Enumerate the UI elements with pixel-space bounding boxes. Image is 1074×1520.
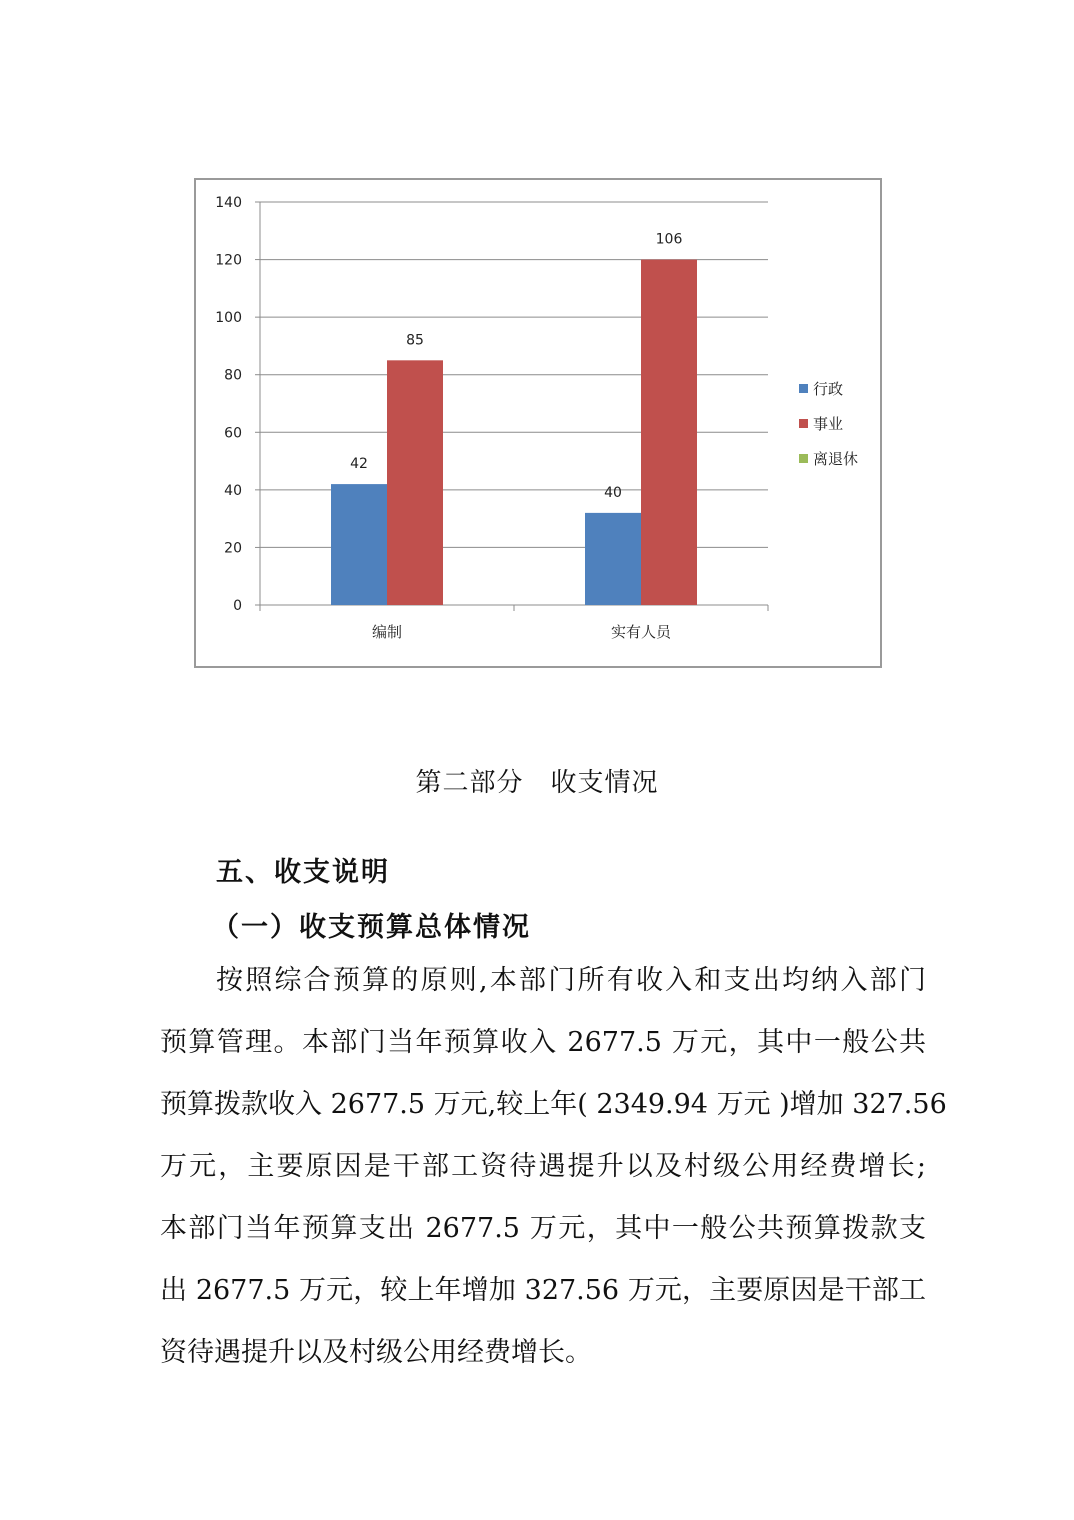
y-tick-label: 80 <box>224 367 242 384</box>
heading: 五、收支说明 <box>216 857 390 888</box>
y-tick-label: 40 <box>224 482 242 499</box>
data-label: 42 <box>350 456 368 473</box>
legend-swatch <box>799 454 808 463</box>
data-label: 85 <box>406 332 424 349</box>
body-paragraph <box>160 958 947 1392</box>
legend-label: 事业 <box>813 415 844 433</box>
staffing-chart <box>194 178 882 668</box>
paragraph-line: 预算管理。本部门当年预算收入 2677.5 万元，其中一般公共 <box>160 1027 926 1058</box>
paragraph-line: 预算拨款收入 2677.5 万元,较上年( 2349.94 万元 )增加 327.56 <box>160 1089 947 1120</box>
paragraph-line: 出 2677.5 万元，较上年增加 327.56 万元，主要原因是干部工 <box>160 1275 926 1306</box>
legend-label: 行政 <box>813 380 844 398</box>
y-tick-label: 100 <box>215 310 242 327</box>
bar-admin <box>585 513 641 605</box>
legend-label: 离退休 <box>813 450 859 468</box>
paragraph-line: 资待遇提升以及村级公用经费增长。 <box>160 1337 592 1368</box>
section-title: 第二部分 收支情况 <box>415 768 659 798</box>
bar-admin <box>331 484 387 605</box>
y-tick-label: 0 <box>233 598 242 614</box>
bar-public-institution <box>387 360 443 605</box>
subheading: （一）收支预算总体情况 <box>212 912 531 943</box>
data-label: 40 <box>604 484 622 501</box>
y-tick-label: 20 <box>224 540 242 557</box>
chart-canvas <box>196 180 880 666</box>
category-label: 实有人员 <box>610 623 672 641</box>
legend-swatch <box>799 384 808 393</box>
y-tick-label: 140 <box>215 195 242 211</box>
bar-public-institution <box>641 260 697 605</box>
paragraph-line: 本部门当年预算支出 2677.5 万元，其中一般公共预算拨款支 <box>160 1213 926 1244</box>
legend-swatch <box>799 419 808 428</box>
y-tick-label: 60 <box>224 425 242 442</box>
category-label: 编制 <box>371 623 403 641</box>
y-tick-label: 120 <box>215 252 242 269</box>
data-label: 106 <box>655 231 683 248</box>
paragraph-line: 按照综合预算的原则,本部门所有收入和支出均纳入部门 <box>216 965 926 996</box>
paragraph-line: 万元，主要原因是干部工资待遇提升以及村级公用经费增长; <box>160 1151 926 1182</box>
